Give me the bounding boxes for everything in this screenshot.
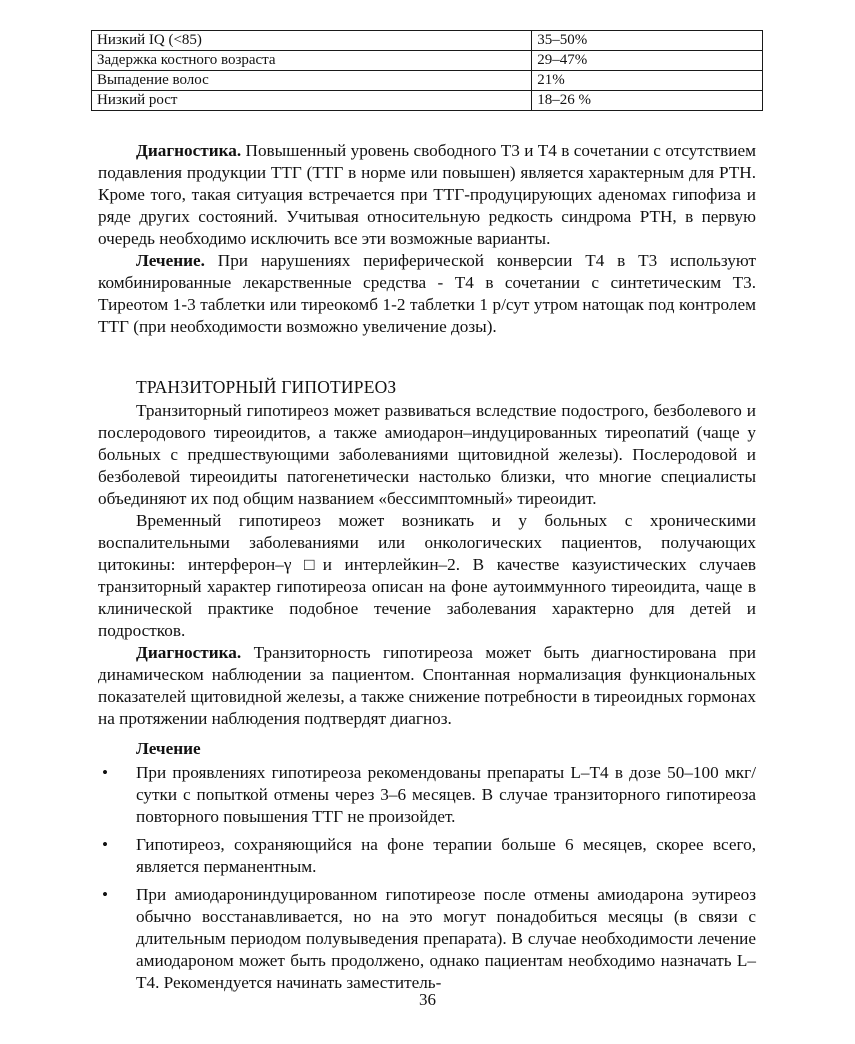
paragraph-diagnostics <box>98 140 756 250</box>
table-row <box>92 31 763 51</box>
list-item-text: При проявлениях гипотиреоза рекомендованы препараты L–T4 в дозе 50–100 мкг/сутки с попыткой отмены через 3–6 месяцев. В случае транзиторного гипотиреоза повторного повышения ТТГ не произойдет. <box>136 763 756 826</box>
paragraph-text: При нарушениях периферической конверсии Т4 в Т3 используют комбинированные лекарственные средства - Т4 в сочетании с синтетическим Т3. Тиреотом 1-3 таблетки или тиреокомб 1-2 таблетки 1 р/сут утром натощак под контролем ТТГ (при необходимости возможно увеличение дозы). <box>98 251 756 336</box>
table-row <box>92 91 763 111</box>
paragraph-text: Транзиторность гипотиреоза может быть диагностирована при динамическом наблюдении за пациентом. Спонтанная нормализация функциональных показателей щитовидной железы, а также снижение потребности в тиреоидных гормонах на протяжении наблюдения подтвердят диагноз. <box>98 643 756 728</box>
table-cell-value: 35–50% <box>532 31 763 51</box>
section-title: ТРАНЗИТОРНЫЙ ГИПОТИРЕОЗ <box>136 377 397 397</box>
table-cell-name: Низкий рост <box>92 91 532 111</box>
table-row <box>92 71 763 91</box>
symptom-frequency-table <box>91 30 763 111</box>
paragraph-lead: Лечение. <box>136 251 205 270</box>
treatment-bullet-list <box>98 762 756 1000</box>
bullet-icon: • <box>101 763 109 782</box>
list-item <box>98 884 756 994</box>
table-cell-name: Низкий IQ (<85) <box>92 31 532 51</box>
paragraph-lead: Диагностика. <box>136 643 242 662</box>
paragraph-treatment <box>98 250 756 338</box>
paragraph-temporary: Временный гипотиреоз может возникать и у больных с хроническими воспалительными заболеваниями или онкологических пациентов, получающих цитокины: интерферон–γ □и интерлейкин–2. В качестве казуистических случаев транзиторный характер гипотиреоза описан на фоне аутоиммунного тиреоидита, чаще в клинической практике подобное течение заболевания характерно для детей и подростков. <box>98 511 756 640</box>
table-cell-value: 21% <box>532 71 763 91</box>
list-item-text: При амиодарониндуцированном гипотиреозе после отмены амиодарона эутиреоз обычно восстанавливается, но на это могут понадобиться месяцы (в связи с длительным периодом полувыведения препарата). В случае необходимости лечение амиодароном может быть продолжено, однако пациентам необходимо назначать L–T4. Рекомендуется начинать заместитель- <box>136 885 756 992</box>
bullet-icon: • <box>101 835 109 854</box>
paragraph-text: Повышенный уровень свободного Т3 и Т4 в сочетании с отсутствием подавления продукции ТТГ (ТТГ в норме или повышен) является характерным для РТН. Кроме того, такая ситуация встречается при ТТГ-продуцирующих аденомах гипофиза и ряде других состояний. Учитывая относительную редкость синдрома РТН, в первую очередь необходимо исключить все эти возможные варианты. <box>98 141 756 248</box>
table-cell-name: Задержка костного возраста <box>92 51 532 71</box>
paragraph-lead: Диагностика. <box>136 141 242 160</box>
table-cell-value: 29–47% <box>532 51 763 71</box>
paragraph-intro: Транзиторный гипотиреоз может развиваться вследствие подострого, безболевого и послеродового тиреоидитов, а также амиодарон–индуцированных тиреопатий (чаще у больных с предшествующими заболеваниями щитовидной железы). Послеродовой и безболевой тиреоидиты патогенетически настолько близки, что многие специалисты объединяют их под общим названием «бессимптомный» тиреоидит. <box>98 401 756 508</box>
transient-hypothyroidism-block <box>98 400 756 730</box>
diagnostics-rth-block <box>98 140 756 338</box>
list-item <box>98 762 756 828</box>
page-number: 36 <box>419 990 436 1009</box>
table-row <box>92 51 763 71</box>
table-cell-name: Выпадение волос <box>92 71 532 91</box>
list-item <box>98 834 756 878</box>
list-item-text: Гипотиреоз, сохраняющийся на фоне терапии больше 6 месяцев, скорее всего, является перманентным. <box>136 835 756 876</box>
table-cell-value: 18–26 % <box>532 91 763 111</box>
paragraph-diagnostics-transient <box>98 642 756 730</box>
treatment-heading: Лечение <box>136 739 201 758</box>
bullet-icon: • <box>101 885 109 904</box>
